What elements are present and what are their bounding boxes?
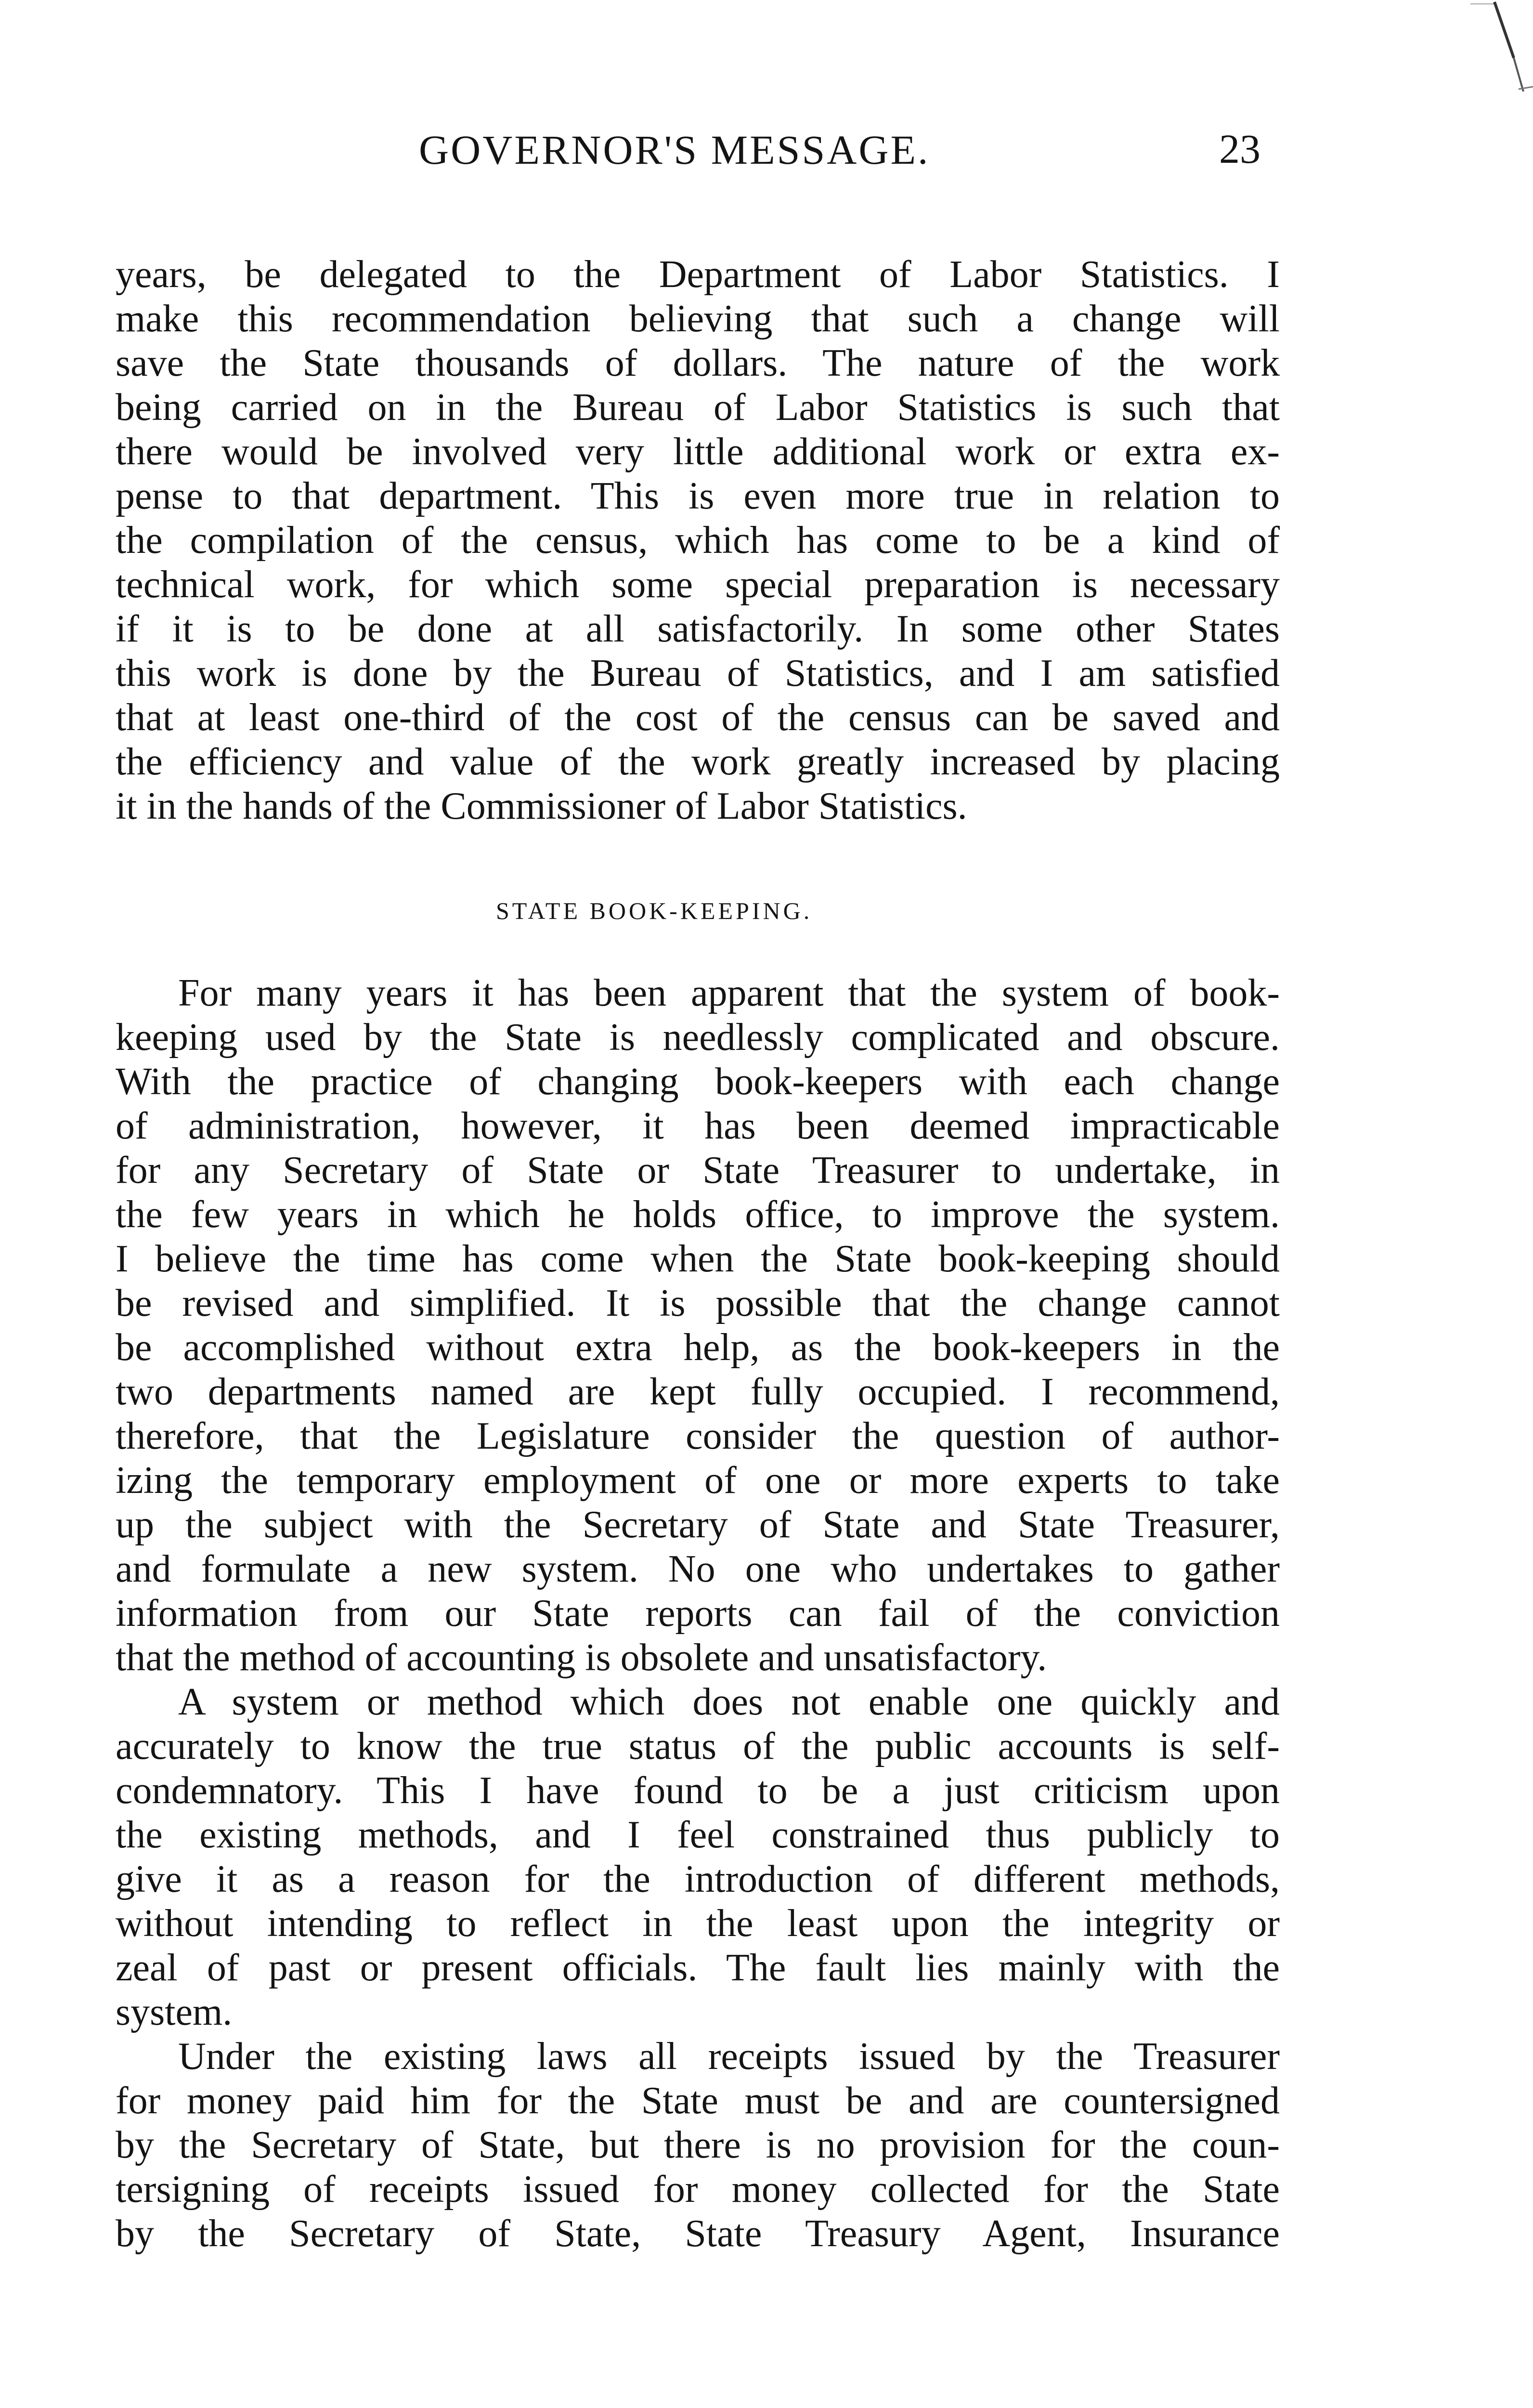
text-line: izing the temporary employment of one or more experts to take bbox=[116, 1459, 1280, 1502]
text-line: information from our State reports can fail of the conviction bbox=[116, 1592, 1280, 1635]
text-line: be accomplished without extra help, as the book-keepers in the bbox=[116, 1326, 1280, 1369]
running-head: GOVERNOR'S MESSAGE. bbox=[419, 127, 930, 173]
text-line: With the practice of changing book-keepers with each change bbox=[116, 1060, 1280, 1103]
text-line: keeping used by the State is needlessly complicated and obscure. bbox=[116, 1016, 1280, 1059]
text-line: technical work, for which some special preparation is necessary bbox=[116, 563, 1280, 606]
text-line: that the method of accounting is obsolete and unsatisfactory. bbox=[116, 1636, 1047, 1679]
text-line: of administration, however, it has been deemed impracticable bbox=[116, 1105, 1280, 1147]
text-line: be revised and simplified. It is possible that the change cannot bbox=[116, 1282, 1280, 1324]
text-line: pense to that department. This is even more true in relation to bbox=[116, 475, 1280, 517]
text-line: for money paid him for the State must be and are countersigned bbox=[116, 2080, 1280, 2122]
text-line: the existing methods, and I feel constrained thus publicly to bbox=[116, 1814, 1280, 1856]
text-line: make this recommendation believing that such a change will bbox=[116, 298, 1280, 340]
text-line: zeal of past or present officials. The fault lies mainly with the bbox=[116, 1947, 1280, 1989]
text-line: system. bbox=[116, 1991, 233, 2033]
text-line: by the Secretary of State, State Treasury Agent, Insurance bbox=[116, 2212, 1280, 2255]
scan-edge-mark bbox=[1466, 0, 1533, 106]
text-line: up the subject with the Secretary of State and State Treasurer, bbox=[116, 1504, 1280, 1546]
text-line: accurately to know the true status of the public accounts is self- bbox=[116, 1725, 1280, 1767]
text-line: give it as a reason for the introduction of different methods, bbox=[116, 1858, 1280, 1900]
text-line: this work is done by the Bureau of Statistics, and I am satisfied bbox=[116, 652, 1280, 694]
text-line: it in the hands of the Commissioner of Labor Statistics. bbox=[116, 785, 967, 827]
text-line: there would be involved very little additional work or extra ex- bbox=[116, 431, 1280, 473]
text-line: condemnatory. This I have found to be a just criticism upon bbox=[116, 1769, 1280, 1812]
text-line: For many years it has been apparent that the system of book- bbox=[178, 972, 1280, 1014]
text-line: I believe the time has come when the State book-keeping should bbox=[116, 1238, 1280, 1280]
text-line: if it is to be done at all satisfactorily. In some other States bbox=[116, 608, 1280, 650]
page-number: 23 bbox=[1219, 126, 1260, 172]
text-line: years, be delegated to the Department of Labor Statistics. I bbox=[116, 253, 1280, 296]
text-line: and formulate a new system. No one who undertakes to gather bbox=[116, 1548, 1280, 1590]
text-line: two departments named are kept fully occupied. I recommend, bbox=[116, 1371, 1280, 1413]
text-line: Under the existing laws all receipts issued by the Treasurer bbox=[178, 2035, 1280, 2078]
text-line: the few years in which he holds office, to improve the system. bbox=[116, 1193, 1280, 1236]
text-line: that at least one-third of the cost of the census can be saved and bbox=[116, 696, 1280, 739]
text-line: the compilation of the census, which has come to be a kind of bbox=[116, 519, 1280, 562]
text-line: without intending to reflect in the least upon the integrity or bbox=[116, 1902, 1280, 1945]
section-heading: STATE BOOK-KEEPING. bbox=[496, 897, 813, 924]
text-line: save the State thousands of dollars. The nature of the work bbox=[116, 342, 1280, 384]
text-line: being carried on in the Bureau of Labor Statistics is such that bbox=[116, 386, 1280, 429]
text-line: therefore, that the Legislature consider the question of author- bbox=[116, 1415, 1280, 1457]
text-line: for any Secretary of State or State Treasurer to undertake, in bbox=[116, 1149, 1280, 1191]
text-line: by the Secretary of State, but there is no provision for the coun- bbox=[116, 2124, 1280, 2166]
text-line: A system or method which does not enable one quickly and bbox=[178, 1681, 1280, 1723]
text-line: the efficiency and value of the work greatly increased by placing bbox=[116, 741, 1280, 783]
text-line: tersigning of receipts issued for money collected for the State bbox=[116, 2168, 1280, 2211]
